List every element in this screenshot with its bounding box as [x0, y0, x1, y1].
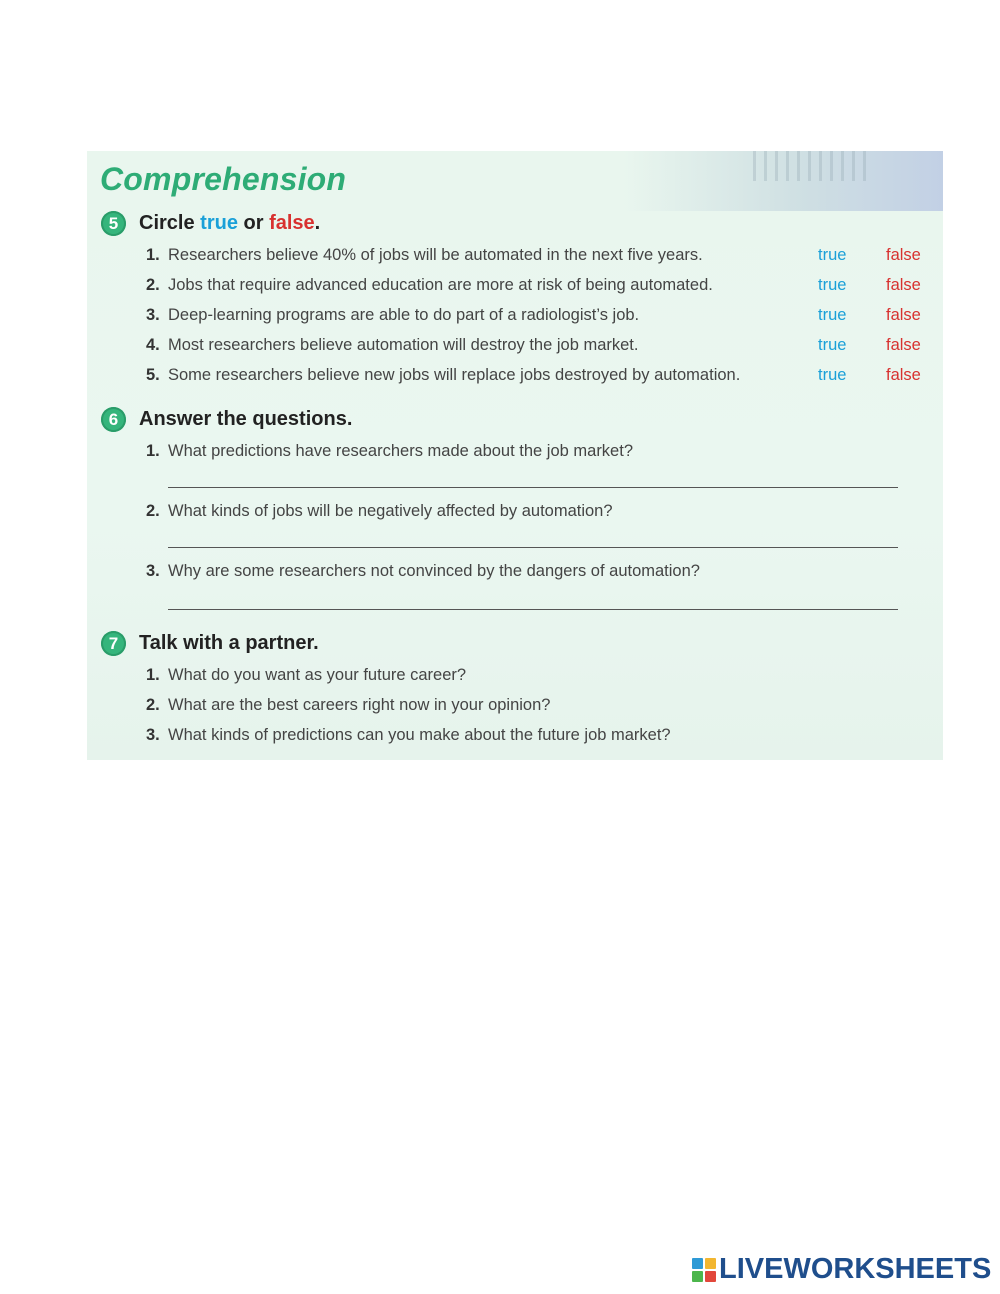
- heading-prefix: Circle: [139, 212, 201, 234]
- tf-item-1-true-option[interactable]: true: [818, 246, 847, 264]
- tf-item-2-true-option[interactable]: true: [818, 276, 847, 294]
- section-7-title: Talk with a partner.: [139, 632, 319, 654]
- question-1: [146, 442, 633, 461]
- heading-false-word: false: [269, 212, 315, 234]
- item-number: 3.: [146, 562, 160, 580]
- number-5-badge-icon: 5: [101, 211, 126, 236]
- tf-item-2: [146, 276, 713, 295]
- item-text: What do you want as your future career?: [168, 666, 467, 684]
- item-number: 1.: [146, 442, 160, 460]
- discussion-item-1: [146, 666, 466, 685]
- tf-item-1-false-option[interactable]: false: [886, 246, 921, 264]
- tf-item-4-true-option[interactable]: true: [818, 336, 847, 354]
- item-number: 3.: [146, 726, 160, 744]
- tf-item-5: [146, 366, 740, 385]
- item-text: Some researchers believe new jobs will replace jobs destroyed by automation.: [168, 366, 741, 384]
- item-text: Most researchers believe automation will destroy the job market.: [168, 336, 639, 354]
- tf-item-4-false-option[interactable]: false: [886, 336, 921, 354]
- item-number: 1.: [146, 666, 160, 684]
- answer-line-3[interactable]: [168, 609, 898, 610]
- item-number: 2.: [146, 276, 160, 294]
- question-3: [146, 562, 700, 581]
- comprehension-panel: [87, 151, 943, 760]
- section-6-title: Answer the questions.: [139, 408, 353, 430]
- item-text: Why are some researchers not convinced by the dangers of automation?: [168, 562, 700, 580]
- item-number: 5.: [146, 366, 160, 384]
- item-number: 2.: [146, 502, 160, 520]
- logo-tile: [705, 1271, 716, 1282]
- item-text: What kinds of jobs will be negatively affected by automation?: [168, 502, 613, 520]
- item-text: Deep-learning programs are able to do part of a radiologist’s job.: [168, 306, 640, 324]
- heading-suffix: .: [314, 212, 321, 234]
- item-text: What kinds of predictions can you make about the future job market?: [168, 726, 671, 744]
- item-text: Jobs that require advanced education are more at risk of being automated.: [168, 276, 713, 294]
- item-text: Researchers believe 40% of jobs will be automated in the next five years.: [168, 246, 703, 264]
- tf-item-5-true-option[interactable]: true: [818, 366, 847, 384]
- page-title: Comprehension: [100, 161, 347, 197]
- item-number: 4.: [146, 336, 160, 354]
- number-6-badge-icon: 6: [101, 407, 126, 432]
- logo-tile: [692, 1258, 703, 1269]
- answer-line-2[interactable]: [168, 547, 898, 548]
- discussion-item-3: [146, 726, 671, 745]
- item-text: What are the best careers right now in your opinion?: [168, 696, 551, 714]
- tf-item-5-false-option[interactable]: false: [886, 366, 921, 384]
- item-text: What predictions have researchers made about the job market?: [168, 442, 633, 460]
- section-7-heading: [101, 631, 319, 656]
- logo-tile: [705, 1258, 716, 1269]
- section-5-heading: [101, 211, 320, 236]
- discussion-item-2: [146, 696, 550, 715]
- header-background-texture: [753, 151, 873, 181]
- heading-middle: or: [237, 212, 270, 234]
- liveworksheets-brand: [692, 1253, 991, 1286]
- tf-item-3: [146, 306, 639, 325]
- section-6-heading: [101, 407, 352, 432]
- heading-true-word: true: [200, 212, 238, 234]
- number-7-badge-icon: 7: [101, 631, 126, 656]
- liveworksheets-logo-icon: [692, 1258, 716, 1282]
- item-number: 2.: [146, 696, 160, 714]
- answer-line-1[interactable]: [168, 487, 898, 488]
- item-number: 1.: [146, 246, 160, 264]
- tf-item-4: [146, 336, 638, 355]
- tf-item-1: [146, 246, 703, 265]
- section-5-title: [139, 212, 320, 235]
- question-2: [146, 502, 613, 521]
- tf-item-3-true-option[interactable]: true: [818, 306, 847, 324]
- item-number: 3.: [146, 306, 160, 324]
- tf-item-2-false-option[interactable]: false: [886, 276, 921, 294]
- logo-tile: [692, 1271, 703, 1282]
- tf-item-3-false-option[interactable]: false: [886, 306, 921, 324]
- brand-name: LIVEWORKSHEETS: [719, 1253, 992, 1285]
